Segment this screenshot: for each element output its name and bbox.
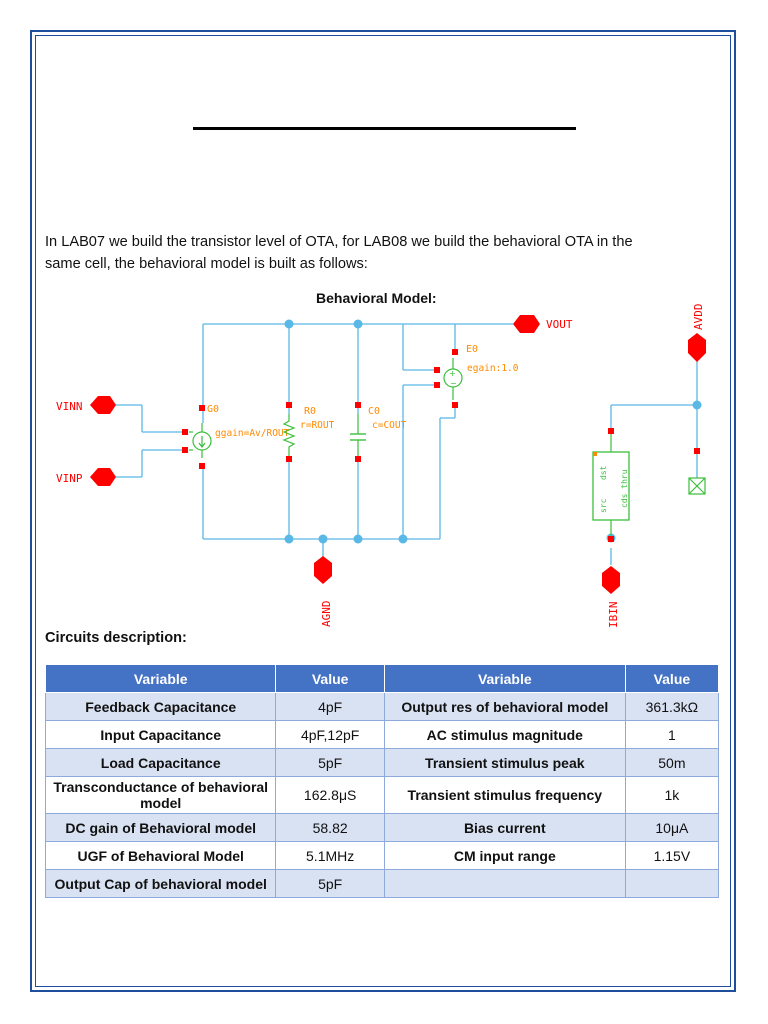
cell-variable: Feedback Capacitance	[46, 693, 276, 721]
vinp-label: VINP	[56, 472, 83, 485]
vinn-pin	[90, 396, 116, 414]
cell-variable: Output Cap of behavioral model	[46, 870, 276, 898]
schematic-title: Behavioral Model:	[316, 290, 437, 306]
r0-resistor	[284, 402, 335, 462]
circuits-description-title: Circuits description:	[45, 630, 187, 646]
vinn-label: VINN	[56, 400, 83, 413]
cell-value: 1	[625, 721, 718, 749]
table-row	[46, 842, 719, 870]
cell-value: 1.15V	[625, 842, 718, 870]
cell-variable: Bias current	[384, 814, 625, 842]
cell-variable: DC gain of Behavioral model	[46, 814, 276, 842]
e0-name: E0	[466, 344, 479, 355]
cell-value: 10μA	[625, 814, 718, 842]
cell-value: 58.82	[276, 814, 384, 842]
cds-thru-block	[593, 428, 629, 542]
cell-variable: Load Capacitance	[46, 749, 276, 777]
g0-vccs	[182, 404, 290, 469]
svg-text:−: −	[450, 379, 457, 388]
intro-paragraph	[45, 231, 725, 275]
avdd-pin	[688, 333, 706, 362]
table-row	[46, 721, 719, 749]
cell-value: 50m	[625, 749, 718, 777]
vout-pin	[513, 315, 540, 333]
cds-thru-label: cds_thru	[620, 469, 629, 508]
cell-variable: CM input range	[384, 842, 625, 870]
svg-text:+: +	[449, 369, 456, 378]
header-variable-1: Variable	[46, 665, 276, 693]
circuit-parameters-table	[45, 664, 719, 898]
cell-variable	[384, 870, 625, 898]
r0-name: R0	[304, 406, 317, 417]
vinp-pin	[90, 468, 116, 486]
cell-value: 4pF,12pF	[276, 721, 384, 749]
vout-label: VOUT	[546, 318, 573, 331]
cell-value: 5.1MHz	[276, 842, 384, 870]
table-row	[46, 693, 719, 721]
behavioral-model-schematic	[40, 285, 730, 630]
cell-variable: UGF of Behavioral Model	[46, 842, 276, 870]
g0-param: ggain=Av/ROUT	[215, 428, 290, 439]
cell-variable: Transient stimulus peak	[384, 749, 625, 777]
e0-param: egain:1.0	[467, 363, 519, 374]
cell-value: 5pF	[276, 870, 384, 898]
cell-value: 5pF	[276, 749, 384, 777]
header-value-2: Value	[625, 665, 718, 693]
cell-variable: Transconductance of behavioral model	[46, 777, 276, 814]
header-variable-2: Variable	[384, 665, 625, 693]
cell-variable: Transient stimulus frequency	[384, 777, 625, 814]
pins	[90, 315, 706, 594]
table-row	[46, 870, 719, 898]
avdd-label: AVDD	[692, 303, 705, 330]
cds-src-label: src	[599, 498, 608, 513]
cell-variable: AC stimulus magnitude	[384, 721, 625, 749]
table-row	[46, 814, 719, 842]
cell-value	[625, 870, 718, 898]
cds-dst-label: dst	[599, 465, 608, 480]
cell-variable: Output res of behavioral model	[384, 693, 625, 721]
cell-value: 361.3kΩ	[625, 693, 718, 721]
intro-line-2: same cell, the behavioral model is built as follows:	[45, 256, 368, 272]
ibin-pin	[602, 566, 620, 594]
cell-value: 4pF	[276, 693, 384, 721]
cell-variable: Input Capacitance	[46, 721, 276, 749]
intro-line-1: In LAB07 we build the transistor level of OTA, for LAB08 we build the behavioral OTA in the	[45, 234, 633, 250]
table-header-row	[46, 665, 719, 693]
cell-value: 162.8μS	[276, 777, 384, 814]
table-row	[46, 749, 719, 777]
c0-param: c=COUT	[372, 420, 407, 431]
c0-name: C0	[368, 406, 381, 417]
title-underline	[193, 127, 576, 130]
table-row	[46, 777, 719, 814]
ibin-label: IBIN	[607, 601, 620, 628]
header-value-1: Value	[276, 665, 384, 693]
agnd-pin	[314, 556, 332, 584]
e0-vcvs	[434, 344, 519, 408]
cell-value: 1k	[625, 777, 718, 814]
r0-param: r=ROUT	[300, 420, 335, 431]
g0-name: G0	[207, 404, 220, 415]
junction-dots	[285, 320, 702, 544]
agnd-label: AGND	[320, 600, 333, 627]
